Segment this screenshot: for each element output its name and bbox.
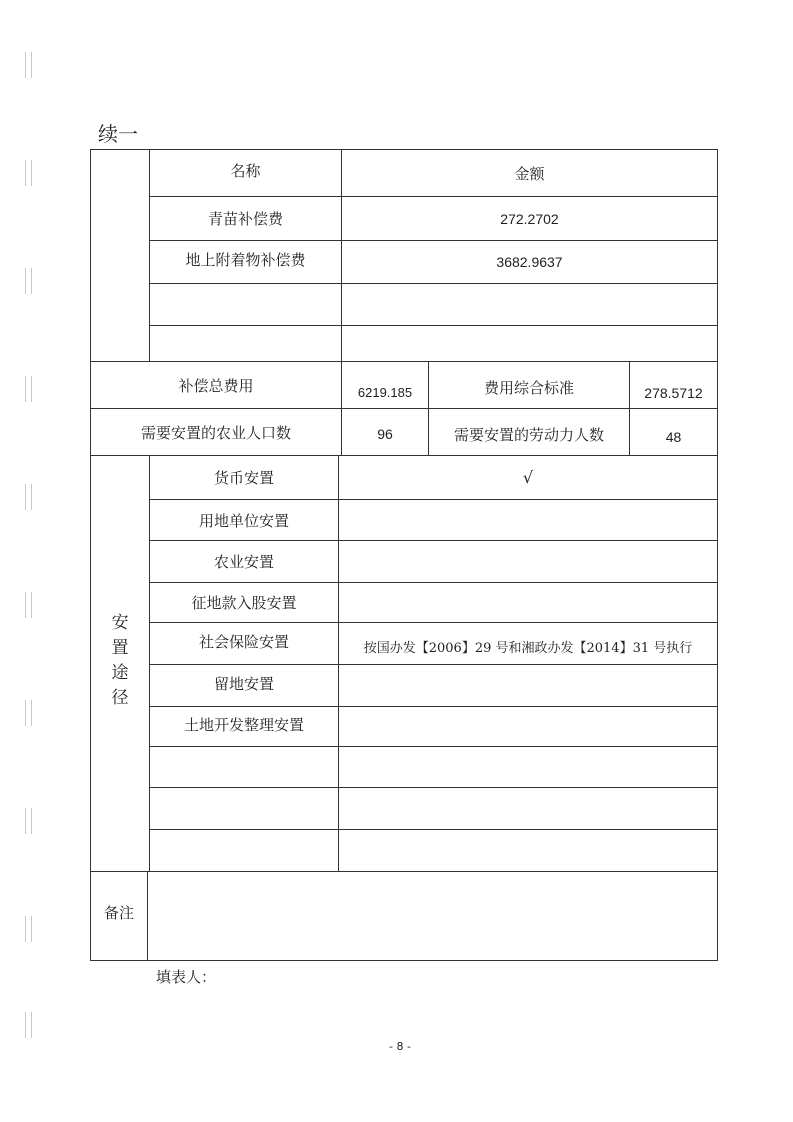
resettlement-method-name: 征地款入股安置 bbox=[191, 594, 297, 612]
resettlement-method-value bbox=[339, 583, 717, 622]
resettlement-title-char: 途 bbox=[111, 663, 129, 683]
resettlement-method-name bbox=[150, 747, 338, 787]
remarks-label: 备注 bbox=[103, 903, 134, 922]
compensation-item-name bbox=[150, 284, 341, 325]
compensation-item-amount bbox=[342, 284, 717, 325]
resettlement-method-name: 用地单位安置 bbox=[198, 511, 289, 530]
resettlement-method-name: 农业安置 bbox=[213, 553, 274, 571]
scan-edge-mark bbox=[25, 52, 32, 78]
labor-count-label: 需要安置的劳动力人数 bbox=[453, 425, 604, 444]
resettlement-method-name: 社会保险安置 bbox=[198, 633, 289, 651]
cost-standard-label: 费用综合标准 bbox=[483, 378, 574, 397]
total-cost-label: 补偿总费用 bbox=[178, 376, 254, 395]
compensation-item-amount: 3682.9637 bbox=[496, 254, 563, 270]
agri-population-label: 需要安置的农业人口数 bbox=[140, 423, 291, 442]
table-border bbox=[717, 149, 718, 961]
resettlement-method-value: √ bbox=[522, 468, 534, 487]
resettlement-method-name bbox=[150, 788, 338, 829]
resettlement-method-value bbox=[339, 707, 717, 746]
resettlement-title-char: 安 bbox=[111, 613, 129, 633]
compensation-item-amount: 272.2702 bbox=[500, 210, 559, 227]
resettlement-method-value bbox=[339, 747, 717, 787]
total-cost-value: 6219.185 bbox=[357, 384, 413, 400]
scan-edge-mark bbox=[25, 808, 32, 834]
scan-edge-mark bbox=[25, 376, 32, 402]
resettlement-method-value bbox=[339, 541, 717, 582]
scan-edge-mark bbox=[25, 916, 32, 942]
resettlement-method-name: 土地开发整理安置 bbox=[183, 715, 304, 734]
scan-edge-mark bbox=[25, 592, 32, 618]
compensation-item-name bbox=[150, 326, 341, 361]
cost-standard-value: 278.5712 bbox=[644, 385, 703, 401]
amount-column-header: 金额 bbox=[514, 164, 545, 183]
resettlement-method-name bbox=[150, 830, 338, 871]
resettlement-method-value bbox=[339, 788, 717, 829]
compensation-item-name: 地上附着物补偿费 bbox=[185, 250, 306, 269]
form-filler-label: 填表人： bbox=[156, 968, 217, 986]
remarks-value bbox=[148, 872, 717, 960]
scan-edge-mark bbox=[25, 268, 32, 294]
resettlement-section-title bbox=[91, 600, 149, 722]
scan-edge-mark bbox=[25, 160, 32, 186]
compensation-item-amount bbox=[342, 326, 717, 361]
resettlement-title-char: 置 bbox=[111, 638, 129, 658]
resettlement-method-value bbox=[339, 830, 717, 871]
page-number: - 8 - bbox=[389, 1040, 411, 1053]
labor-count-value: 48 bbox=[665, 429, 682, 445]
table-border bbox=[90, 960, 718, 961]
scan-edge-mark bbox=[25, 700, 32, 726]
resettlement-title-char: 径 bbox=[111, 688, 129, 708]
table-border bbox=[90, 149, 91, 961]
scan-edge-mark bbox=[25, 484, 32, 510]
resettlement-method-name: 货币安置 bbox=[213, 469, 274, 487]
resettlement-method-name: 留地安置 bbox=[213, 675, 274, 693]
scan-edge-mark bbox=[25, 1012, 32, 1038]
continuation-label: 续一 bbox=[98, 122, 138, 146]
resettlement-method-value: 按国办发【2006】29 号和湘政办发【2014】31 号执行 bbox=[363, 641, 693, 656]
compensation-item-name: 青苗补偿费 bbox=[207, 210, 283, 228]
resettlement-method-value bbox=[339, 665, 717, 706]
resettlement-method-value bbox=[339, 500, 717, 540]
name-column-header: 名称 bbox=[230, 161, 261, 180]
agri-population-value: 96 bbox=[377, 426, 393, 442]
